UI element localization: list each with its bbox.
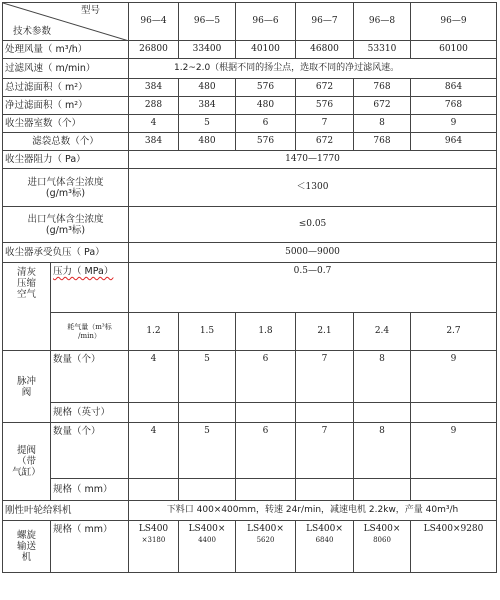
outlet-label-line1: 出口气体含尘浓度 [27, 213, 104, 225]
resistance-label: 收尘器阻力（ Pa） [3, 151, 129, 169]
pulse-valve-count-value: 7 [296, 351, 354, 403]
screw-spec-value: LS400× 6840 [296, 521, 354, 573]
lift-valve-count-value: 7 [296, 423, 354, 479]
pulse-valve-spec-label: 规格（英寸） [51, 403, 129, 423]
total-area-value: 576 [236, 79, 296, 97]
inlet-value: ＜1300 [129, 169, 497, 207]
model-header: 96—7 [296, 3, 354, 41]
inlet-label-line2: (g/m³标) [45, 187, 86, 199]
total-area-row [3, 79, 497, 97]
pulse-valve-count-value: 5 [179, 351, 236, 403]
screw-spec-value: LS400 ×3180 [129, 521, 179, 573]
corner-model-label: 型号 [80, 5, 100, 16]
lift-valve-spec-row [3, 479, 497, 501]
airflow-row [3, 41, 497, 59]
net-area-label: 净过滤面积（ m²） [3, 97, 129, 115]
rigid-feeder-label: 刚性叶轮给料机 [3, 501, 129, 521]
pressure-value: 0.5—0.7 [129, 263, 497, 313]
total-area-value: 384 [129, 79, 179, 97]
bags-value: 768 [354, 133, 411, 151]
model-header: 96—4 [129, 3, 179, 41]
outlet-label-line2: (g/m³标) [45, 224, 86, 236]
consumption-value: 1.2 [129, 313, 179, 351]
spec-table [2, 2, 497, 573]
inlet-label-line1: 进口气体含尘浓度 [27, 176, 104, 188]
resistance-value: 1470—1770 [129, 151, 497, 169]
cleaning-air-group-label: 清灰 压缩 空气 [3, 263, 51, 351]
outlet-value: ≤0.05 [129, 207, 497, 243]
lift-valve-count-value: 8 [354, 423, 411, 479]
lift-valve-count-value: 4 [129, 423, 179, 479]
inlet-label [3, 169, 129, 207]
corner-param-label: 技术参数 [13, 26, 52, 37]
net-area-value: 480 [236, 97, 296, 115]
negative-pressure-label: 收尘器承受负压（ Pa） [3, 243, 129, 263]
chambers-value: 9 [411, 115, 497, 133]
consumption-value: 1.8 [236, 313, 296, 351]
chambers-row [3, 115, 497, 133]
rigid-feeder-row [3, 501, 497, 521]
screw-spec-value: LS400× 8060 [354, 521, 411, 573]
total-area-value: 672 [296, 79, 354, 97]
bags-value: 672 [296, 133, 354, 151]
airflow-value: 46800 [296, 41, 354, 59]
airflow-value: 60100 [411, 41, 497, 59]
bags-row [3, 133, 497, 151]
screw-spec-value: LS400× 4400 [179, 521, 236, 573]
consumption-value: 1.5 [179, 313, 236, 351]
airflow-label: 处理风量（ m³/h） [3, 41, 129, 59]
chambers-value: 8 [354, 115, 411, 133]
bags-label: 滤袋总数（个） [3, 133, 129, 151]
spec-sheet [2, 2, 496, 573]
consumption-row [3, 313, 497, 351]
chambers-value: 7 [296, 115, 354, 133]
chambers-label: 收尘器室数（个） [3, 115, 129, 133]
pulse-valve-count-value: 8 [354, 351, 411, 403]
header-corner-cell [3, 3, 129, 41]
consumption-value: 2.1 [296, 313, 354, 351]
screw-conveyor-row [3, 521, 497, 573]
pulse-valve-count-label: 数量（个） [51, 351, 129, 403]
pressure-label: 压力（ MPa） [51, 263, 129, 313]
lift-valve-count-value: 6 [236, 423, 296, 479]
model-header: 96—9 [411, 3, 497, 41]
chambers-value: 6 [236, 115, 296, 133]
lift-valve-count-value: 9 [411, 423, 497, 479]
lift-valve-count-row [3, 423, 497, 479]
cleaning-air-pressure-row [3, 263, 497, 313]
chambers-value: 5 [179, 115, 236, 133]
total-area-value: 864 [411, 79, 497, 97]
inlet-row [3, 169, 497, 207]
lift-valve-spec-label: 规格（ mm） [51, 479, 129, 501]
airflow-value: 26800 [129, 41, 179, 59]
negative-pressure-value: 5000—9000 [129, 243, 497, 263]
negative-pressure-row [3, 243, 497, 263]
lift-valve-group-label: 提阀 （带 气缸） [3, 423, 51, 501]
screw-spec-value: LS400×9280 [411, 521, 497, 573]
outlet-row [3, 207, 497, 243]
pulse-valve-count-row [3, 351, 497, 403]
outlet-label [3, 207, 129, 243]
screw-conveyor-group-label: 螺旋 输送 机 [3, 521, 51, 573]
model-header: 96—5 [179, 3, 236, 41]
pulse-valve-count-value: 6 [236, 351, 296, 403]
airflow-value: 40100 [236, 41, 296, 59]
net-area-row [3, 97, 497, 115]
bags-value: 964 [411, 133, 497, 151]
airflow-value: 53310 [354, 41, 411, 59]
lift-valve-count-label: 数量（个） [51, 423, 129, 479]
header-row [3, 3, 497, 41]
screw-spec-value: LS400× 5620 [236, 521, 296, 573]
total-area-value: 480 [179, 79, 236, 97]
filter-speed-row [3, 59, 497, 79]
airflow-value: 33400 [179, 41, 236, 59]
pulse-valve-group-label: 脉冲 阀 [3, 351, 51, 423]
model-header: 96—6 [236, 3, 296, 41]
filter-speed-value: 1.2~2.0（根据不同的扬尘点，选取不同的净过滤风速。 [129, 59, 497, 79]
net-area-value: 384 [179, 97, 236, 115]
model-header: 96—8 [354, 3, 411, 41]
rigid-feeder-value: 下料口 400×400mm，转速 24r/min，减速电机 2.2kw，产量 40m³/h [129, 501, 497, 521]
bags-value: 384 [129, 133, 179, 151]
pulse-valve-count-value: 9 [411, 351, 497, 403]
total-area-value: 768 [354, 79, 411, 97]
pulse-valve-spec-row [3, 403, 497, 423]
net-area-value: 288 [129, 97, 179, 115]
lift-valve-count-value: 5 [179, 423, 236, 479]
total-area-label: 总过滤面积（ m²） [3, 79, 129, 97]
bags-value: 480 [179, 133, 236, 151]
net-area-value: 768 [411, 97, 497, 115]
screw-conveyor-spec-label: 规格（ mm） [51, 521, 129, 573]
pulse-valve-count-value: 4 [129, 351, 179, 403]
net-area-value: 576 [296, 97, 354, 115]
net-area-value: 672 [354, 97, 411, 115]
bags-value: 576 [236, 133, 296, 151]
consumption-value: 2.7 [411, 313, 497, 351]
filter-speed-label: 过滤风速（ m/min） [3, 59, 129, 79]
consumption-label: 耗气量（m³标 /min） [51, 313, 129, 351]
consumption-value: 2.4 [354, 313, 411, 351]
chambers-value: 4 [129, 115, 179, 133]
resistance-row [3, 151, 497, 169]
